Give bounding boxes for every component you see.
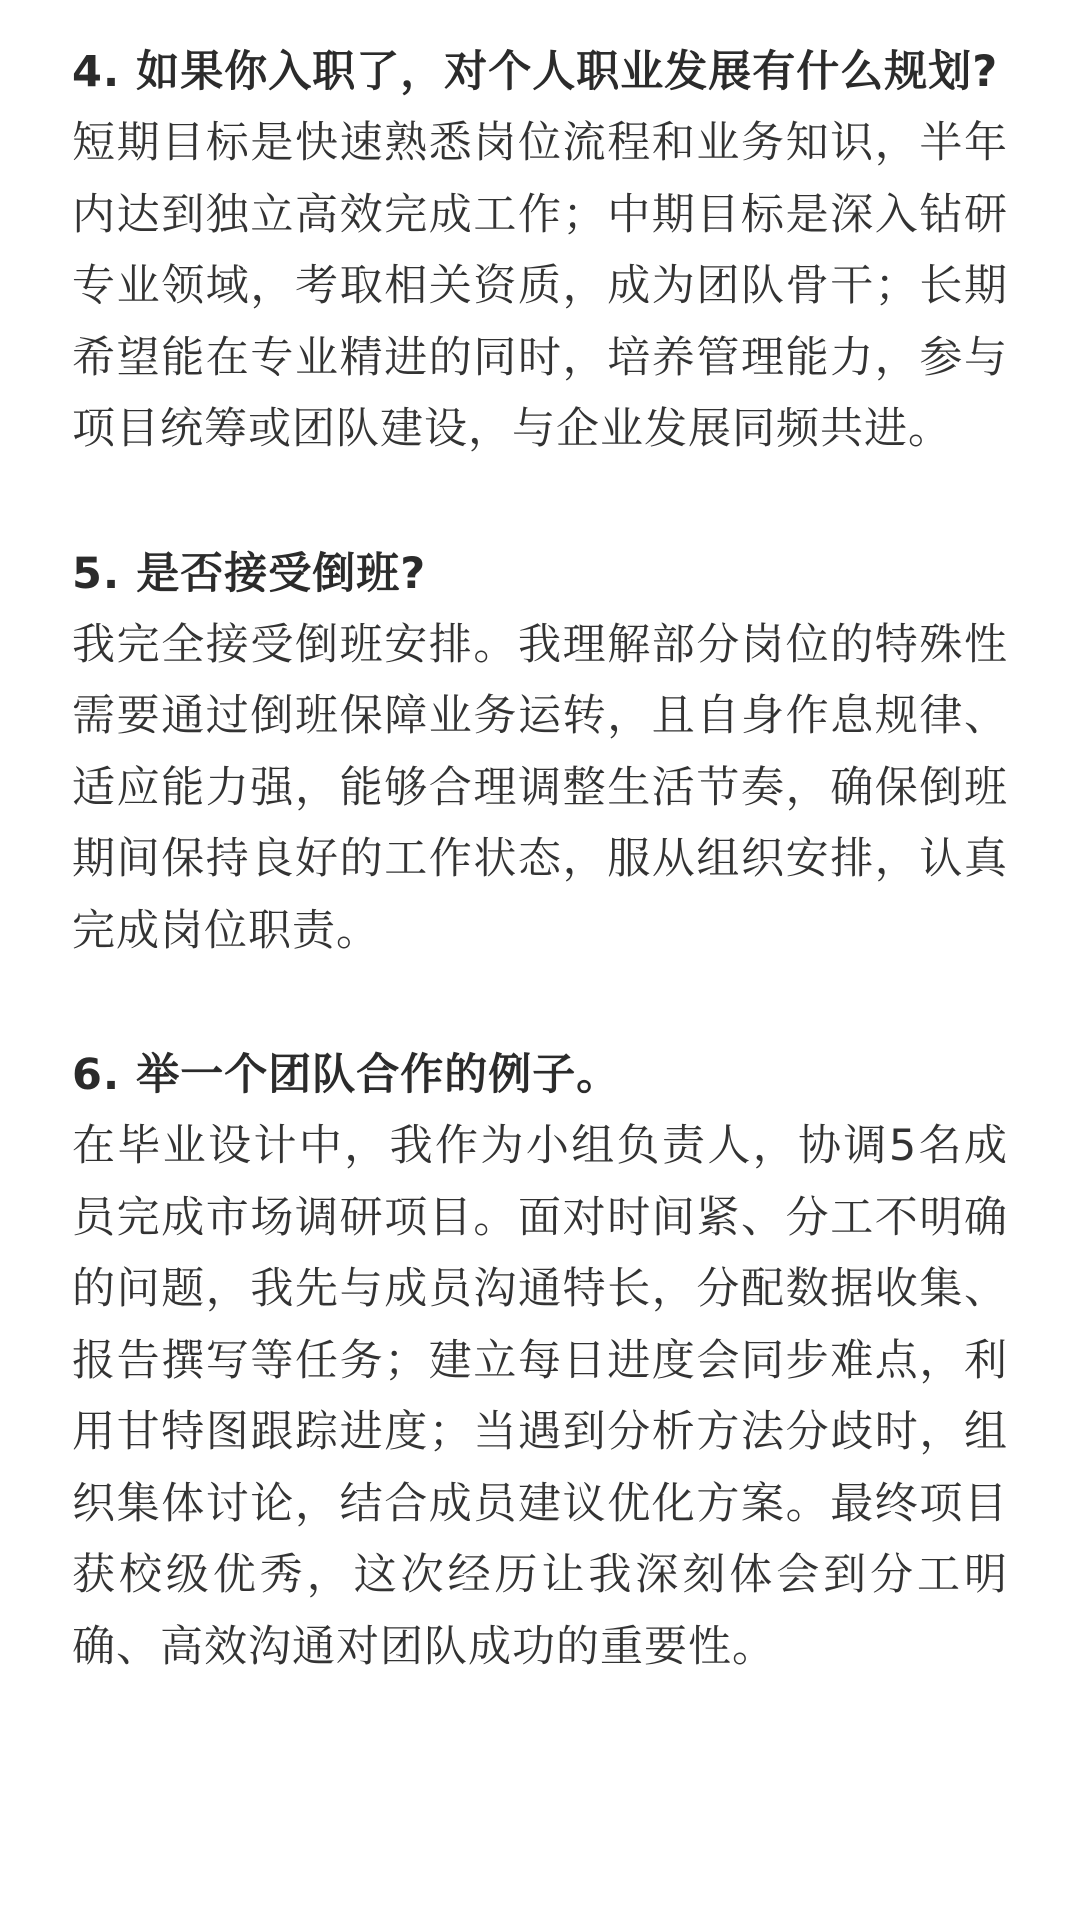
answer-paragraph: 在毕业设计中，我作为小组负责人，协调5名成员完成市场调研项目。面对时间紧、分工不明确的问题，我先与成员沟通特长，分配数据收集、报告撰写等任务；建立每日进度会同步难点，利用甘特图跟踪进度；当遇到分析方法分歧时，组织集体讨论，结合成员建议优化方案。最终项目获校级优秀，这次经历让我深刻体会到分工明确、高效沟通对团队成功的重要性。 <box>72 1121 1008 1672</box>
qa-section-6 <box>72 1039 1008 1683</box>
answer-paragraph: 短期目标是快速熟悉岗位流程和业务知识，半年内达到独立高效完成工作；中期目标是深入钻研专业领域，考取相关资质，成为团队骨干；长期希望能在专业精进的同时，培养管理能力，参与项目统筹或团队建设，与企业发展同频共进。 <box>72 118 1008 454</box>
question-heading: 4. 如果你入职了，对个人职业发展有什么规划? <box>72 47 999 97</box>
question-heading: 5. 是否接受倒班? <box>72 548 427 599</box>
answer-paragraph: 我完全接受倒班安排。我理解部分岗位的特殊性需要通过倒班保障业务运转，且自身作息规律、适应能力强，能够合理调整生活节奏，确保倒班期间保持良好的工作状态，服从组织安排，认真完成岗位职责。 <box>72 619 1008 956</box>
question-heading: 6. 举一个团队合作的例子。 <box>72 1050 621 1100</box>
qa-section-5 <box>72 538 1008 968</box>
qa-section-4 <box>72 36 1008 466</box>
